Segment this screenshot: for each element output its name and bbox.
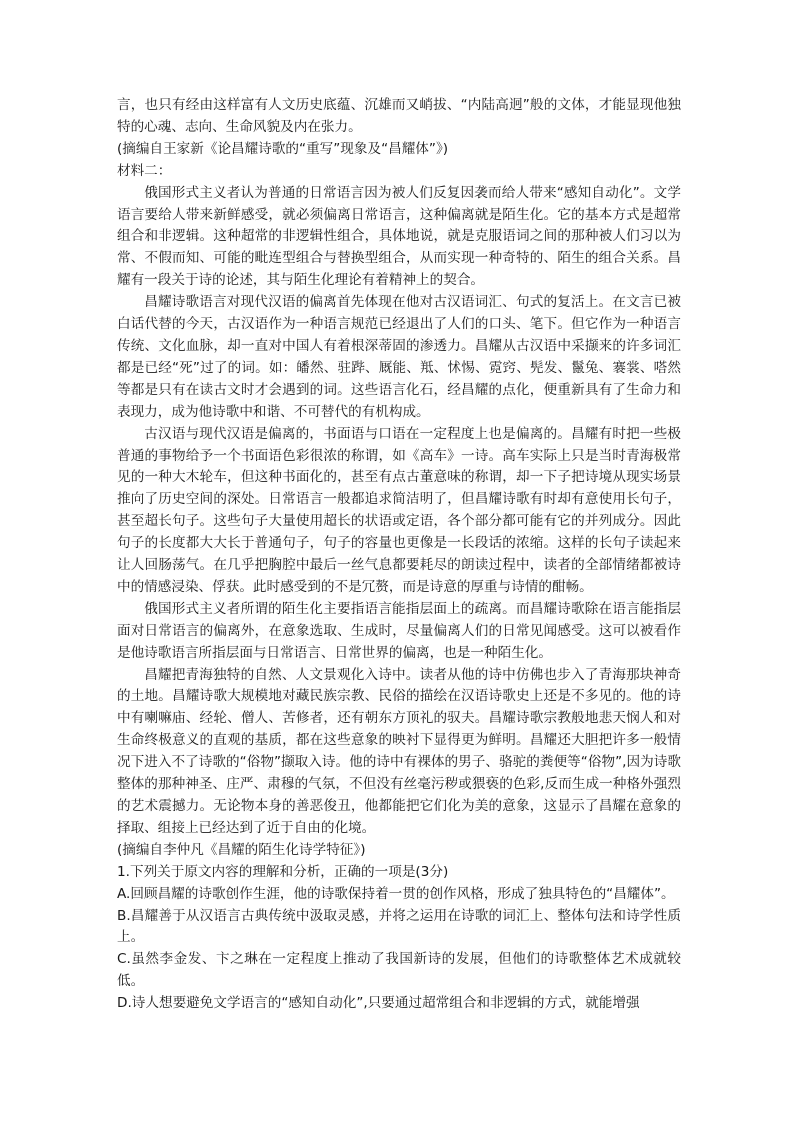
source-citation-1: (摘编自王家新《论昌耀诗歌的“重写”现象及“昌耀体”》): [117, 140, 449, 157]
option-c: C.虽然李金发、卞之琳在一定程度上推动了我国新诗的发展，但他们的诗歌整体艺术成就较低。: [117, 951, 681, 990]
option-d: D.诗人想要避免文学语言的“感知自动化”,只要通过超常组合和非逻辑的方式，就能增强: [117, 995, 640, 1012]
paragraph-3: 古汉语与现代汉语是偏离的，书面语与口语在一定程度上也是偏离的。昌耀有时把一些极普通的事物给予一个书面语色彩很浓的称谓，如《高车》一诗。高车实际上只是当时青海极常见的一种大木轮车，但这种书面化的，甚至有点古董意味的称谓，却一下子把诗境从现实场景推向了历史空间的深处。日常语言一般都追求简洁明了，但昌耀诗歌有时却有意使用长句子，甚至超长句子。这些句子大量使用超长的状语或定语，各个部分都可能有它的并列成分。因此句子的长度都大大长于普通句子，句子的容量也更像是一长段话的浓缩。这样的长句子读起来让人回肠荡气。在几乎把胸腔中最后一丝气息都要耗尽的朗读过程中，读者的全部情绪都被诗中的情感浸染、俘获。此时感受到的不是冗赘，而是诗意的厚重与诗情的酣畅。: [117, 425, 681, 595]
paragraph-1: 俄国形式主义者认为普通的日常语言因为被人们反复因袭而给人带来“感知自动化”。文学语言要给人带来新鲜感受，就必须偏离日常语言，这种偏离就是陌生化。它的基本方式是超常组合和非逻辑。这种超常的非逻辑性组合，具体地说，就是克服语词之间的那种被人们习以为常、不假而知、可能的毗连型组合与替换型组合，从而实现一种奇特的、陌生的组合关系。昌耀有一段关于诗的论述，其与陌生化理论有着精神上的契合。: [117, 184, 681, 289]
paragraph-4: 俄国形式主义者所谓的陌生化主要指语言能指层面上的疏离。而昌耀诗歌除在语言能指层面对日常语言的偏离外，在意象选取、生成时，尽量偏离人们的日常见闻感受。这可以被看作是他诗歌语言所指层面与日常语言、日常世界的偏离，也是一种陌生化。: [117, 600, 681, 661]
option-b: B.昌耀善于从汉语言古典传统中汲取灵感，并将之运用在诗歌的词汇上、整体句法和诗学性质上。: [117, 907, 681, 946]
source-citation-2: (摘编自李仲凡《昌耀的陌生化诗学特征》): [117, 841, 366, 858]
option-a: A.回顾昌耀的诗歌创作生涯，他的诗歌保持着一贯的创作风格，形成了独具特色的“昌耀体”。: [117, 885, 675, 902]
question-1: 1.下列关于原文内容的理解和分析，正确的一项是(3分): [117, 863, 449, 880]
material-2-heading: 材料二：: [117, 162, 172, 179]
document-page: [117, 95, 681, 1015]
paragraph-5: 昌耀把青海独特的自然、人文景观化入诗中。读者从他的诗中仿佛也步入了青海那块神奇的土地。昌耀诗歌大规模地对藏民族宗教、民俗的描绘在汉语诗歌史上还是不多见的。他的诗中有喇嘛庙、经轮、僧人、苦修者，还有朝东方顶礼的驭夫。昌耀诗歌宗教般地悲天悯人和对生命终极意义的直观的基质，都在这些意象的映衬下显得更为鲜明。昌耀还大胆把许多一般情况下进入不了诗歌的“俗物”撷取入诗。他的诗中有裸体的男子、骆驼的粪便等“俗物”,因为诗歌整体的那种神圣、庄严、肃穆的气氛，不但没有丝毫污秽或猥亵的色彩,反而生成一种格外强烈的艺术震撼力。无论物本身的善恶俊丑，他都能把它们化为美的意象，这显示了昌耀在意象的择取、组接上已经达到了近于自由的化境。: [117, 666, 681, 836]
intro-paragraph: 言，也只有经由这样富有人文历史底蕴、沉雄而又峭拔、“内陆高迥”般的文体，才能显现他独特的心魂、志向、生命风貌及内在张力。: [117, 97, 681, 135]
paragraph-2: 昌耀诗歌语言对现代汉语的偏离首先体现在他对古汉语词汇、句式的复活上。在文言已被白话代替的今天，古汉语作为一种语言规范已经退出了人们的口头、笔下。但它作为一种语言传统、文化血脉，却一直对中国人有着根深蒂固的渗透力。昌耀从古汉语中采撷来的许多词汇都是已经“死”过了的词。如：皤然、驻跸、厩能、羝、怵惕、霓窍、髡发、鬣兔、褰裳、嗒然等都是只有在读古文时才会遇到的词。这些语言化石，经昌耀的点化，便重新具有了生命力和表现力，成为他诗歌中和谐、不可替代的有机构成。: [117, 294, 681, 420]
